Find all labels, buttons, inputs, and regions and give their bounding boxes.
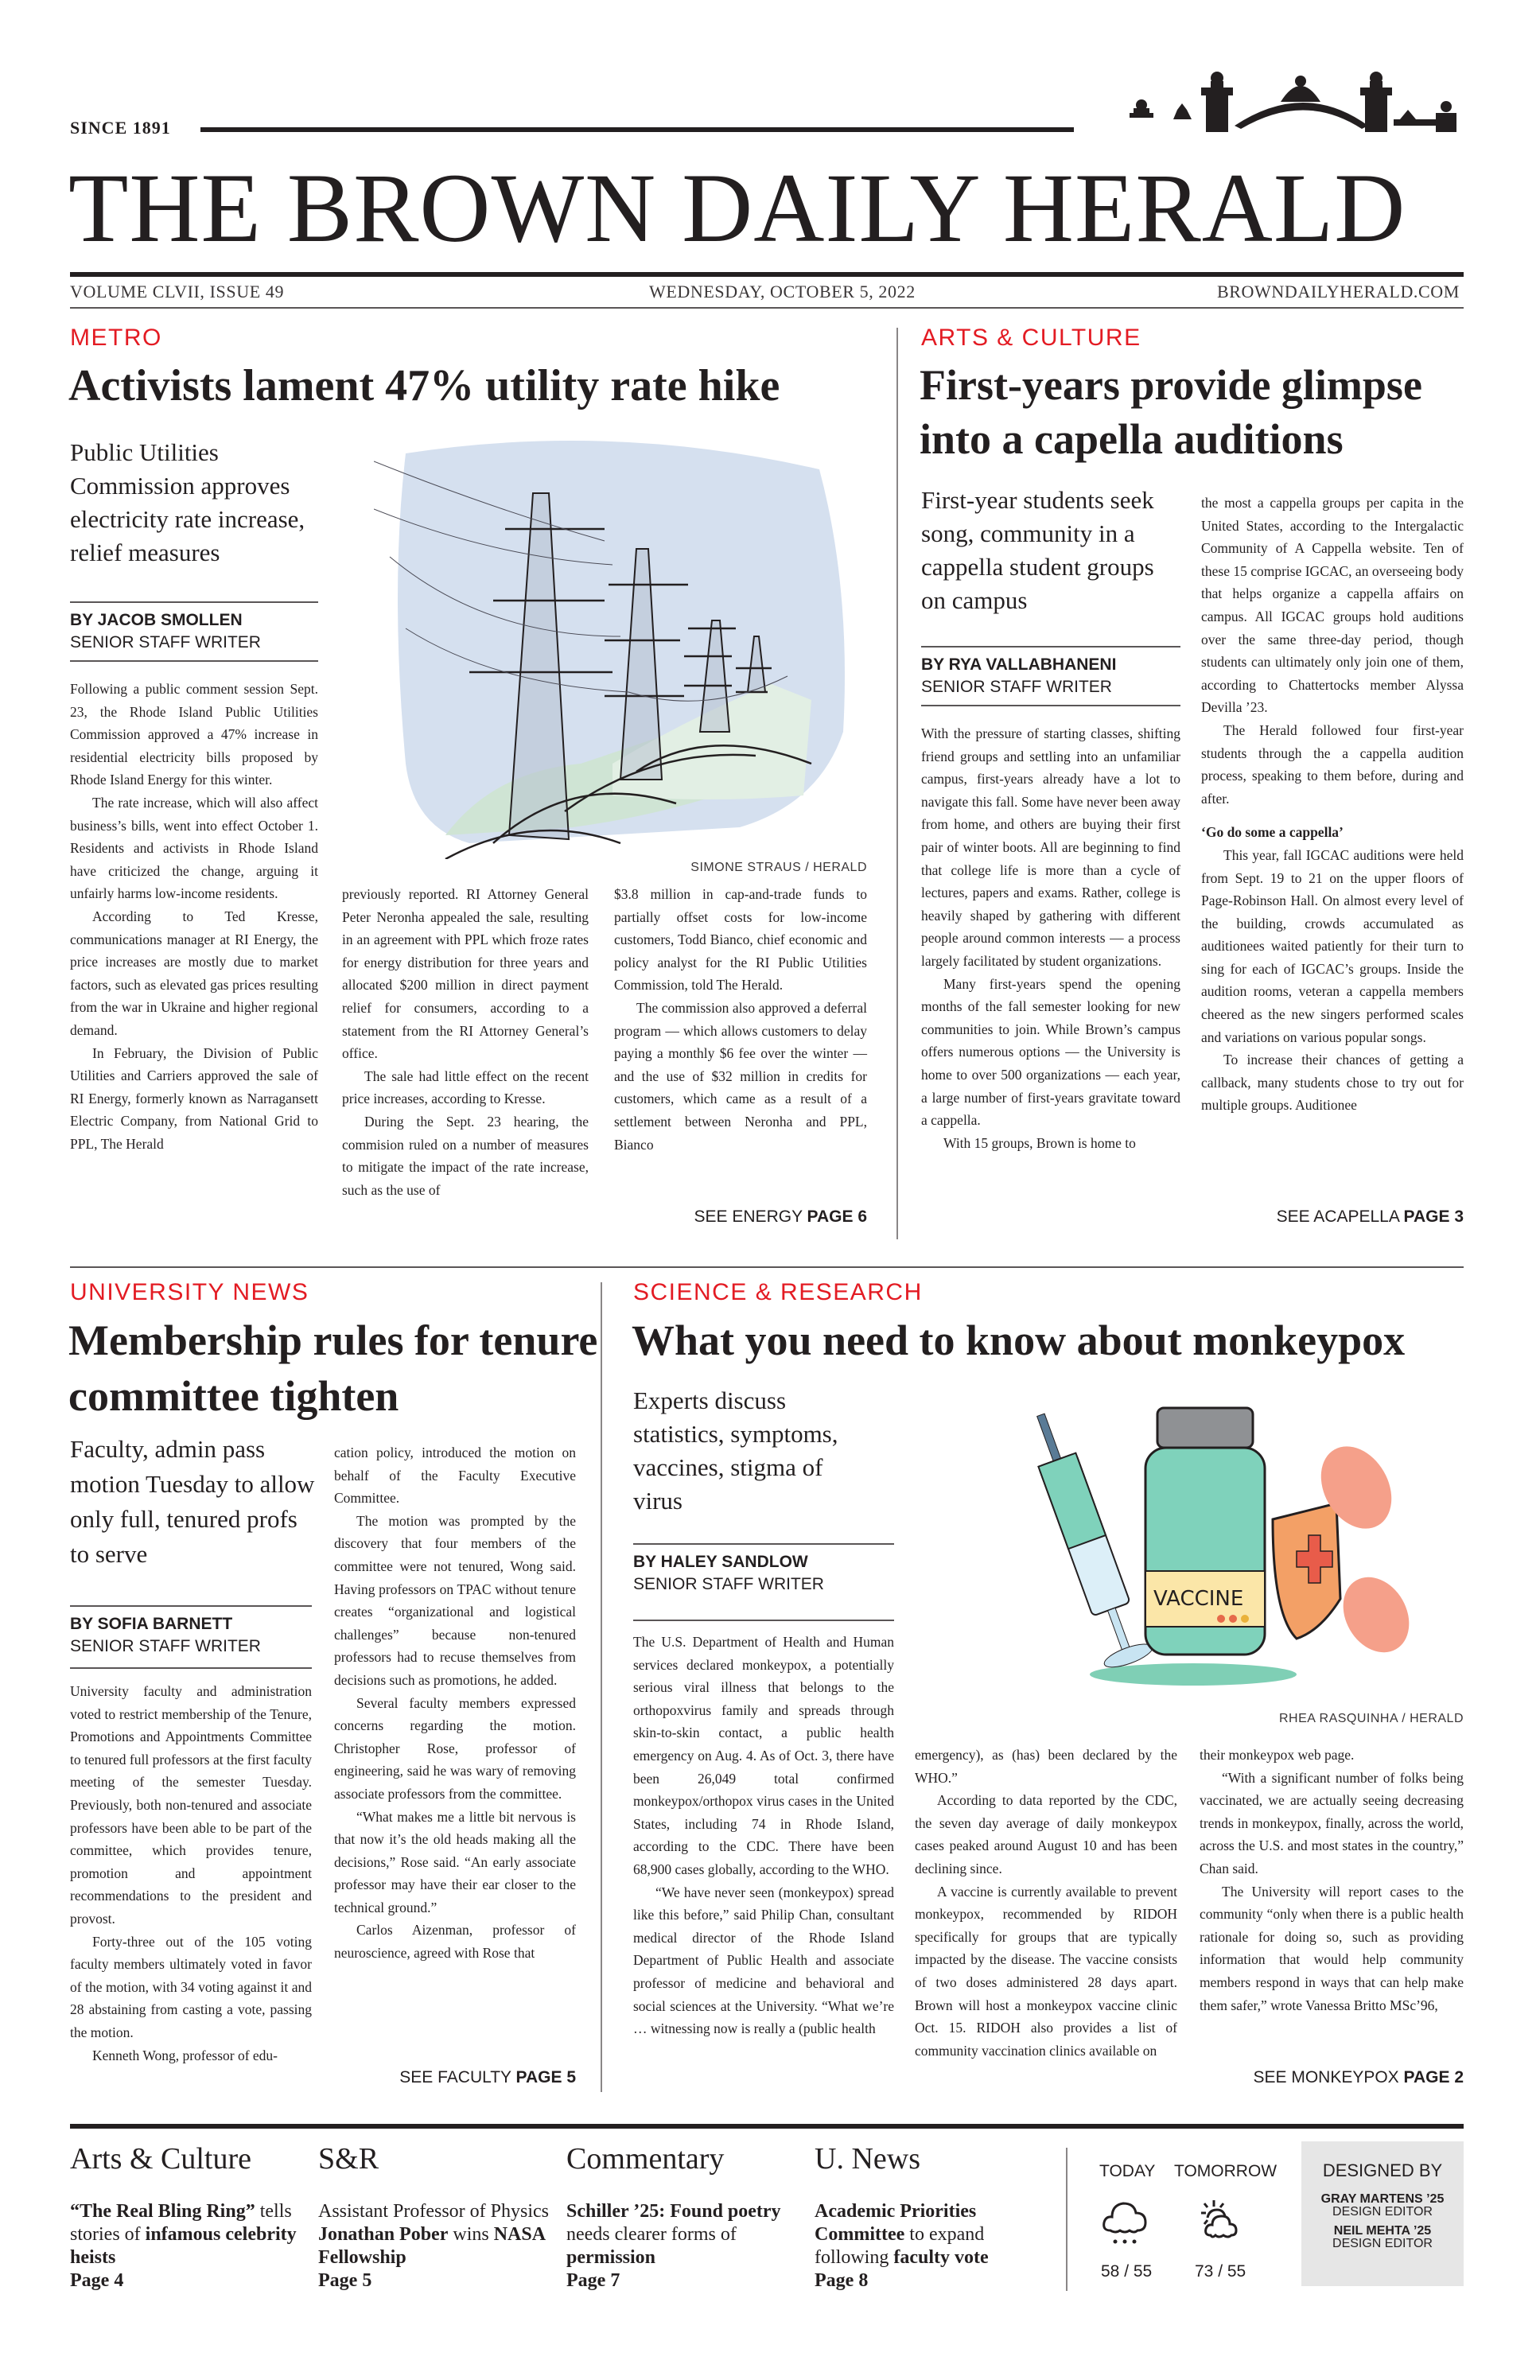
teaser-bold: Academic Priorities Committee — [815, 2201, 977, 2245]
paragraph: A vaccine is currently available to prevent monkeypox, recommended by RIDOH specifically for groups that are typically impacted by the disease. The vaccine consists of two doses administered 28 days apart. Brown will host a monkeypox vaccine clinic Oct. 15. RIDOH also provides a list of community vaccination clinics available on — [915, 1883, 1177, 2059]
paragraph: the most a cappella groups per capita in the United States, according to the Intergalactic Community of A Cappella website. Ten of these 15 comprise IGCAC, an overseeing body that helps organize a cappella affairs on campus. All IGCAC groups hold auditions over the same three-day period, though students can ultimately only join one of them, according to Chattertocks member Alyssa Devilla ’23. — [1201, 495, 1464, 716]
metro-headline[interactable]: Activists lament 47% utility rate hike — [68, 361, 780, 410]
weather-tomorrow-label: TOMORROW — [1174, 2162, 1278, 2180]
paragraph: “With a significant number of folks being vaccinated, we are actually seeing decreasing trends in monkeypox, finally, across the world, across the U.S. and most states in the country,” Chan said. — [1200, 1769, 1464, 1876]
paragraph: In February, the Division of Public Utilities and Carriers approved the sale of RI Energy, formerly known as Narragansett Electric Company, from National Grid to PPL, The Herald — [70, 1044, 318, 1152]
paragraph: The U.S. Department of Health and Human services declared monkeypox, a potentially serious viral illness that belongs to the orthopoxvirus family and spreads through skin-to-skin contact, a public health emergency on Aug. 4. As of Oct. 3, there have been 26,049 total confirmed monkeypox/orthopox virus cases in the United States, including 74 in Rhode Island, according to the CDC. There have been 68,900 cases globally, according to the WHO. — [633, 1634, 894, 1877]
column-divider — [896, 328, 898, 1239]
teaser-heading[interactable]: Commentary — [566, 2142, 725, 2176]
vaccine-illustration — [1034, 1376, 1432, 1694]
teaser-bold: infamous celebrity heists — [70, 2224, 297, 2268]
jump-page: PAGE 5 — [515, 2068, 576, 2086]
paragraph: Forty-three out of the 105 voting faculty members ultimately voted in favor of the motion, with 34 voting against it and 28 abstaining from casting a vote, passing the motion. — [70, 1933, 312, 2040]
author-role: SENIOR STAFF WRITER — [70, 1637, 261, 1655]
title-rule — [70, 272, 1464, 277]
volume-issue: VOLUME CLVII, ISSUE 49 — [70, 282, 285, 301]
paragraph: The rate increase, which will also affect business’s bills, went into effect October 1. Residents and activists in Rhode Island have criticized the change, arguing it unfairly harms low-income residents. — [70, 794, 318, 902]
paragraph: cation policy, introduced the motion on behalf of the Faculty Executive Committee. — [334, 1445, 576, 1507]
designed-by-title: DESIGNED BY — [1322, 2160, 1443, 2180]
teaser-heading[interactable]: S&R — [318, 2142, 379, 2176]
paragraph: To increase their chances of getting a callback, many students chose to try out for multiple groups. Auditionee — [1201, 1052, 1464, 1114]
photo-credit: SIMONE STRAUS / HERALD — [690, 861, 867, 874]
jump-text: SEE ENERGY — [694, 1208, 807, 1226]
author-name: BY JACOB SMOLLEN — [70, 611, 243, 629]
section-label-arts[interactable]: ARTS & CULTURE — [921, 325, 1141, 351]
section-divider — [70, 1266, 1464, 1268]
paragraph: “What makes me a little bit nervous is that now it’s the old heads making all the decisions,” Rose said. “An early associate professor may have their ear closer to the technical ground.” — [334, 1808, 576, 1915]
paragraph: The sale had little effect on the recent price increases, according to Kresse. — [342, 1068, 589, 1107]
paragraph: Following a public comment session Sept. 23, the Rhode Island Public Utilities Commission approved a 47% increase in residential electricity bills proposed by Rhode Island Energy for this winter. — [70, 681, 318, 788]
paragraph: The University will report cases to the community “only when there is a public health rationale for doing so, such as providing information that would help community members respond in ways that can help make them safer,” wrote Vanessa Britto MSc’96, — [1200, 1883, 1464, 2013]
paragraph: Several faculty members expressed concerns regarding the motion. Christopher Rose, professor of engineering, said he was wary of removing associate professors from the committee. — [334, 1694, 576, 1802]
teaser-sr[interactable] — [318, 2200, 549, 2292]
teaser-page: Page 4 — [70, 2270, 124, 2291]
teaser-page: Page 7 — [566, 2270, 620, 2291]
byline-rule — [633, 1620, 894, 1621]
teaser-arts[interactable] — [70, 2200, 301, 2292]
designer-name: GRAY MARTENS ’25 — [1320, 2192, 1445, 2206]
university-byline — [70, 1613, 261, 1658]
author-name: BY HALEY SANDLOW — [633, 1553, 808, 1571]
paragraph: Kenneth Wong, professor of edu- — [92, 2047, 278, 2063]
teaser-bold: faculty vote — [893, 2247, 989, 2268]
since-label: SINCE 1891 — [70, 118, 171, 138]
teaser-heading[interactable]: Arts & Culture — [70, 2142, 251, 2176]
website-link[interactable]: BROWNDAILYHERALD.COM — [1217, 282, 1460, 301]
paragraph: The commission also approved a deferral program — which allows customers to delay paying a monthly $6 fee over the winter — and the use of $32 million in credits for customers, which came as a result of a settlement between Neronha and PPL, Bianco — [614, 999, 867, 1153]
teaser-text: Assistant Professor of Physics — [318, 2201, 550, 2222]
teaser-text: tells stories of — [70, 2201, 292, 2245]
svg-text:VACCINE: VACCINE — [1153, 1587, 1244, 1611]
paragraph: University faculty and administration voted to restrict membership of the Tenure, Promotions and Appointments Committee to tenured full professors at the first faculty meeting of the semester Tuesday. Previously, both non-tenured and associate professors have been able to be part of the committee, which provides tenure, promotion and appointment recommendations to the president and provost. — [70, 1683, 312, 1927]
byline-rule — [633, 1543, 894, 1545]
science-headline[interactable]: What you need to know about monkeypox — [632, 1316, 1406, 1364]
teaser-page: Page 5 — [318, 2270, 372, 2291]
teaser-unews[interactable] — [815, 2200, 1045, 2292]
metro-body-col-3 — [614, 883, 867, 1156]
weather-today-temp: 58 / 55 — [1101, 2262, 1153, 2281]
jump-text: SEE FACULTY — [399, 2068, 516, 2086]
science-body-col-2 — [915, 1744, 1177, 2062]
power-lines-illustration — [374, 430, 867, 859]
metro-body-col-2 — [342, 883, 589, 1201]
university-dek: Faculty, admin pass motion Tuesday to allow only full, tenured profs to serve — [70, 1435, 315, 1568]
arts-headline[interactable]: First-years provide glimpse into a capella auditions — [920, 361, 1422, 463]
designed-by-box — [1301, 2141, 1464, 2286]
paragraph: previously reported. RI Attorney General Peter Neronha appealed the sale, resulting in an agreement with PPL which froze rates for energy distribution for three years and allocated $200 million in direct payment relief for consumers, according to a statement from the RI Attorney General’s office. — [342, 886, 589, 1062]
arts-dek: First-year students seek song, community in a cappella student groups on campus — [921, 486, 1154, 614]
teaser-text: to expand following — [815, 2224, 985, 2268]
teaser-commentary[interactable] — [566, 2200, 797, 2292]
paragraph: Many first-years spend the opening months of the fall semester looking for new communities to join. While Brown’s campus offers numerous options — the University is home to over 500 organizations — each year, a large number of first-years gravitate toward a cappella. — [921, 975, 1180, 1129]
jump-link-monkeypox[interactable] — [1200, 2068, 1464, 2087]
photo-credit: RHEA RASQUINHA / HERALD — [1279, 1712, 1464, 1725]
designer-name: NEIL MEHTA ’25 — [1333, 2224, 1432, 2238]
footer-divider — [1066, 2148, 1068, 2291]
teaser-text: wins — [448, 2224, 494, 2245]
science-body-col-1 — [633, 1631, 894, 2040]
jump-link-energy[interactable] — [614, 1208, 867, 1227]
paragraph: “We have never seen (monkeypox) spread like this before,” said Philip Chan, consultant medical director of the Rhode Island Department of Public Health and associate professor of medicine and behavioral and social sciences at the University. “What we’re … witnessing now is really a (public health — [633, 1884, 894, 2037]
paragraph: With 15 groups, Brown is home to — [943, 1134, 1136, 1151]
author-name: BY SOFIA BARNETT — [70, 1615, 233, 1633]
jump-link-acapella[interactable] — [1201, 1208, 1464, 1227]
teaser-page: Page 8 — [815, 2270, 869, 2291]
paragraph: Carlos Aizenman, professor of neuroscience, agreed with Rose that — [334, 1922, 576, 1962]
paragraph: their monkeypox web page. — [1200, 1747, 1355, 1763]
author-role: SENIOR STAFF WRITER — [70, 633, 261, 651]
university-headline[interactable]: Membership rules for tenure committee tighten — [68, 1316, 598, 1420]
paragraph: This year, fall IGCAC auditions were held from Sept. 19 to 21 on the upper floors of Page-Robinson Hall. On almost every level of the building, crowds accumulated as auditionees waited patiently for their turn to sing for each of IGCAC’s groups. Inside the audition rooms, veteran a cappella members cheered as the new singers performed scales and variations on various popular songs. — [1201, 846, 1464, 1045]
subhead: ‘Go do some a cappella’ — [1201, 824, 1344, 841]
arts-body-col-2 — [1201, 492, 1464, 1117]
paragraph: According to data reported by the CDC, the seven day average of daily monkeypox cases peaked around August 10 and has been declining since. — [915, 1792, 1177, 1876]
teaser-bold: NASA Fellowship — [318, 2224, 545, 2268]
column-divider — [601, 1282, 602, 2092]
jump-page: PAGE 3 — [1403, 1208, 1464, 1226]
paragraph: The Herald followed four first-year students through the a cappella audition process, speaking to them before, during and after. — [1201, 721, 1464, 807]
metro-dek: Public Utilities Commission approves electricity rate increase, relief measures — [70, 438, 305, 566]
weather-today-label: TODAY — [1099, 2162, 1156, 2180]
paragraph: The motion was prompted by the discovery that four members of the committee were not tenured, Wong said. Having professors on TPAC without tenure creates “organizational and logistical challenges” because non-tenured professors had to recuse themselves from decisions such as promotions, he added. — [334, 1512, 576, 1688]
author-name: BY RYA VALLABHANENI — [921, 655, 1117, 674]
university-body-col-1 — [70, 1680, 312, 2067]
paragraph: emergency), as (has) been declared by the WHO.” — [915, 1747, 1177, 1786]
science-byline — [633, 1551, 824, 1596]
teaser-text: needs clearer forms of — [566, 2224, 737, 2245]
designer-role: DESIGN EDITOR — [1332, 2205, 1433, 2219]
footer-rule — [70, 2124, 1464, 2129]
meta-rule — [70, 307, 1464, 309]
designer-role: DESIGN EDITOR — [1332, 2237, 1433, 2250]
weather-tomorrow-temp: 73 / 55 — [1195, 2262, 1246, 2281]
issue-date: WEDNESDAY, OCTOBER 5, 2022 — [649, 282, 916, 301]
section-label-science[interactable]: SCIENCE & RESEARCH — [633, 1279, 923, 1305]
metro-body-col-1 — [70, 678, 318, 1155]
paragraph: According to Ted Kresse, communications manager at RI Energy, the price increases are mostly due to market factors, such as elevated gas prices resulting from the war in Ukraine and higher regional demand. — [70, 908, 318, 1038]
campus-skyline-icon — [1098, 64, 1464, 143]
paragraph: $3.8 million in cap-and-trade funds to partially offset costs for low-income customers, Todd Bianco, chief economic and policy analyst for the RI Public Utilities Commission, told The Herald. — [614, 886, 867, 994]
rain-cloud-icon — [1101, 2197, 1149, 2250]
partly-cloudy-icon — [1196, 2199, 1244, 2246]
teaser-heading[interactable]: U. News — [815, 2142, 920, 2176]
teaser-bold: permission — [566, 2247, 656, 2268]
byline-rule — [70, 660, 318, 662]
arts-byline — [921, 654, 1116, 698]
university-body-col-2 — [334, 1441, 576, 1965]
teaser-bold: “The Real Bling Ring” — [70, 2201, 255, 2222]
byline-rule — [70, 1667, 312, 1669]
byline-rule — [921, 646, 1180, 648]
teaser-bold: Jonathan Pober — [318, 2224, 449, 2245]
science-dek: Experts discuss statistics, symptoms, vaccines, stigma of virus — [633, 1386, 838, 1515]
byline-rule — [921, 705, 1180, 706]
newspaper-title: THE BROWN DAILY HERALD — [68, 154, 1406, 262]
byline-rule — [70, 1605, 312, 1607]
section-label-university[interactable]: UNIVERSITY NEWS — [70, 1279, 309, 1305]
jump-text: SEE MONKEYPOX — [1253, 2068, 1404, 2086]
masthead-rule — [200, 127, 1074, 132]
section-label-metro[interactable]: METRO — [70, 325, 162, 351]
jump-page: PAGE 2 — [1403, 2068, 1464, 2086]
paragraph: During the Sept. 23 hearing, the commision ruled on a number of measures to mitigate the impact of the rate increase, such as the use of — [342, 1113, 589, 1198]
author-role: SENIOR STAFF WRITER — [921, 678, 1112, 696]
byline-rule — [70, 601, 318, 603]
paragraph: With the pressure of starting classes, shifting friend groups and settling into an unfamiliar campus, first-years already have a lot to navigate this fall. Some have never been away from home, and others are buying their first pair of winter boots. All are beginning to find that college life is more than a cycle of lectures, papers and exams. Rather, college is heavily shaped by gathering with different people around common interests — a process largely facilitated by student organizations. — [921, 725, 1180, 969]
jump-link-faculty[interactable] — [334, 2068, 576, 2087]
metro-byline — [70, 609, 261, 654]
author-role: SENIOR STAFF WRITER — [633, 1575, 824, 1593]
science-body-col-3 — [1200, 1744, 1464, 2016]
jump-text: SEE ACAPELLA — [1276, 1208, 1404, 1226]
arts-body-col-1 — [921, 722, 1180, 1154]
jump-page: PAGE 6 — [807, 1208, 867, 1226]
teaser-bold: Schiller ’25: Found poetry — [566, 2201, 781, 2222]
